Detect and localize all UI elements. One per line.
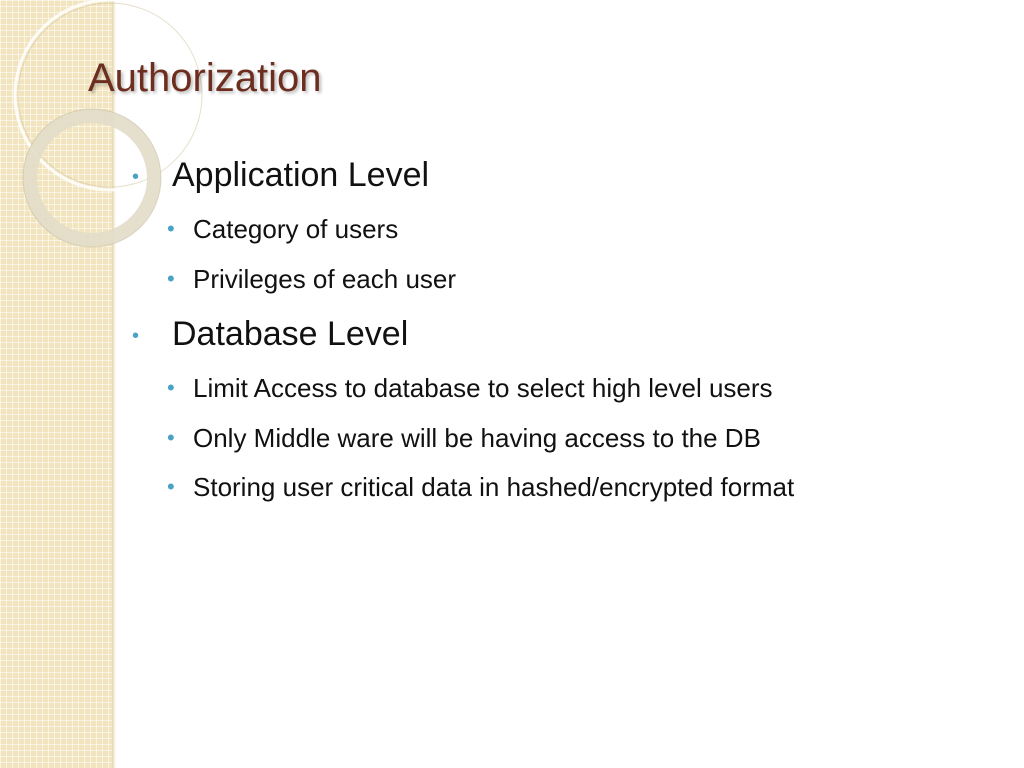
sub-bullet-limit-access (167, 373, 773, 404)
bullet-text: Category of users (193, 214, 399, 244)
bullet-marker: • (167, 425, 175, 450)
slide-title: Authorization (88, 56, 322, 100)
bullet-text: Database Level (172, 315, 409, 353)
bullet-marker: • (167, 266, 175, 291)
bullet-application-level (132, 156, 430, 195)
sub-bullet-middle-ware (167, 423, 761, 454)
bullet-marker: • (167, 375, 175, 400)
sub-bullet-privileges (167, 264, 457, 295)
bullet-text: Application Level (172, 156, 430, 194)
sub-bullet-category-of-users (167, 214, 399, 245)
bullet-text: Storing user critical data in hashed/encrypted format (193, 472, 795, 502)
bullet-marker: • (132, 166, 140, 188)
bullet-text: Privileges of each user (193, 264, 457, 294)
bullet-text: Only Middle ware will be having access to the DB (193, 423, 761, 453)
bullet-marker: • (167, 216, 175, 241)
bullet-database-level (132, 315, 409, 354)
bullet-marker: • (132, 325, 140, 347)
sub-bullet-storing-data (167, 472, 795, 503)
bullet-marker: • (167, 474, 175, 499)
bullet-text: Limit Access to database to select high level users (193, 373, 773, 403)
